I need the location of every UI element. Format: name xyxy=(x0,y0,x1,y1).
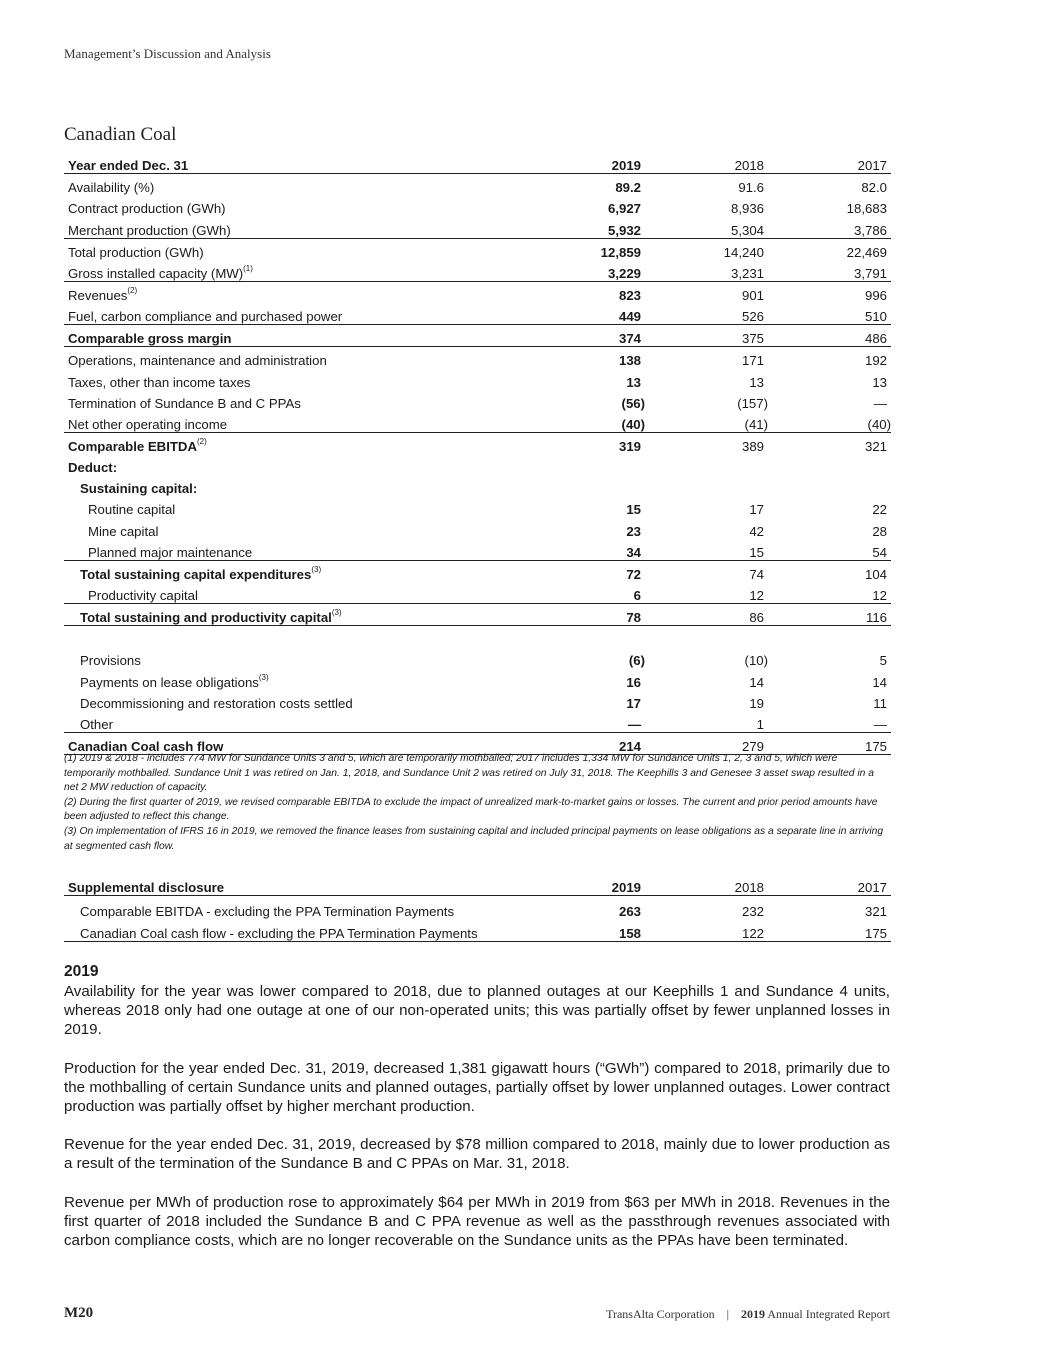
value-2017 xyxy=(768,475,891,496)
value-2018: 171 xyxy=(741,353,764,369)
row-label: Total sustaining and productivity capital$^{(3)}$ xyxy=(64,603,545,625)
value-2019: (6) xyxy=(628,653,645,669)
value-2019: 138 xyxy=(618,353,641,369)
value-2018: (10) xyxy=(744,653,768,669)
row-label: Revenues$^{(2)}$ xyxy=(68,285,138,303)
value-2018: 389 xyxy=(741,438,764,454)
paragraph-revenue: Revenue for the year ended Dec. 31, 2019, decreased by $78 million compared to 2018, mainly due to lower production as a result of the termination of the Sundance B and C PPAs on Mar. 31, 2018. xyxy=(64,1136,890,1173)
header-2019: 2019 xyxy=(545,874,645,896)
value-2019: 72 xyxy=(626,566,641,582)
value-2018: 526 xyxy=(645,303,768,325)
value-2017: — xyxy=(873,395,887,411)
row-label: Planned major maintenance xyxy=(64,539,545,561)
table-row xyxy=(64,539,891,561)
value-2018: 91.6 xyxy=(738,180,764,196)
value-2018: 13 xyxy=(749,374,764,390)
row-label: Total production (GWh) xyxy=(68,244,204,260)
table-row xyxy=(64,325,891,347)
value-2017: 13 xyxy=(872,374,887,390)
value-2017: (40) xyxy=(768,411,891,433)
value-2019: 6 xyxy=(545,582,645,604)
footer-separator: | xyxy=(726,1307,730,1321)
value-2017: 11 xyxy=(873,695,887,711)
company-name: TransAlta Corporation xyxy=(606,1307,715,1321)
value-2017: 175 xyxy=(768,919,891,942)
value-2019: 34 xyxy=(545,539,645,561)
value-2019: 6,927 xyxy=(607,201,641,217)
table-row xyxy=(64,216,891,238)
value-2019 xyxy=(545,454,645,475)
row-label: Payments on lease obligations$^{(3)}$ xyxy=(80,672,269,690)
header-2019: 2019 xyxy=(545,152,645,174)
value-2017: 22 xyxy=(872,502,887,518)
table-row xyxy=(64,711,891,733)
value-2017: 5 xyxy=(879,653,887,669)
table-row xyxy=(64,411,891,433)
value-2017: 996 xyxy=(864,287,887,303)
value-2018: 8,936 xyxy=(730,201,764,217)
table-row xyxy=(64,517,891,538)
value-2019 xyxy=(545,475,645,496)
value-2017: 3,786 xyxy=(768,216,891,238)
value-2017: 116 xyxy=(768,603,891,625)
value-2017: 3,791 xyxy=(768,260,891,282)
value-2017: 22,469 xyxy=(846,244,887,260)
value-2019: 374 xyxy=(545,325,645,347)
row-label: Decommissioning and restoration costs settled xyxy=(80,695,353,711)
header-label: Year ended Dec. 31 xyxy=(64,152,545,174)
supplemental-table xyxy=(64,874,891,942)
value-2019: 449 xyxy=(545,303,645,325)
table-row xyxy=(64,496,891,517)
row-label: Deduct: xyxy=(68,460,118,476)
value-2017 xyxy=(768,454,891,475)
row-label: Comparable EBITDA - excluding the PPA Termination Payments xyxy=(80,903,455,919)
row-label: Sustaining capital: xyxy=(80,481,198,497)
table-row xyxy=(64,238,891,260)
value-2017: 28 xyxy=(872,523,887,539)
footnotes xyxy=(64,752,891,854)
value-2019: 23 xyxy=(626,523,641,539)
value-2017: 321 xyxy=(864,903,887,919)
value-2019: 12,859 xyxy=(600,244,641,260)
row-label: Productivity capital xyxy=(64,582,545,604)
report-year: 2019 xyxy=(741,1307,766,1321)
table-row xyxy=(64,896,891,919)
section-title: Canadian Coal xyxy=(64,124,177,145)
value-2018: 122 xyxy=(645,919,768,942)
value-2018: 14,240 xyxy=(723,244,764,260)
table-row xyxy=(64,174,891,196)
value-2019: 15 xyxy=(626,502,641,518)
value-2018 xyxy=(645,454,768,475)
value-2018: 42 xyxy=(749,523,764,539)
paragraph-revenue-per-mwh: Revenue per MWh of production rose to approximately $64 per MWh in 2019 from $63 per MWh in 2018. Revenues in the first quarter of 2018 included the Sundance B and C PPA revenue as well as the passthrough revenues associated with carbon compliance costs, which are no longer recoverable on the Sundance units as the PPAs have been terminated. xyxy=(64,1193,890,1250)
paragraph-production: Production for the year ended Dec. 31, 2019, decreased 1,381 gigawatt hours (“GWh”) compared to 2018, primarily due to the mothballing of certain Sundance units and planned outages, partially offset by lower unplanned outages. Lower contract production was partially offset by higher merchant production. xyxy=(64,1059,890,1116)
row-label: Contract production (GWh) xyxy=(68,201,226,217)
row-label: Total sustaining capital expenditures$^{(3)}$ xyxy=(80,564,322,582)
table-row xyxy=(64,919,891,942)
value-2019: 78 xyxy=(545,603,645,625)
row-label: Fuel, carbon compliance and purchased power xyxy=(64,303,545,325)
row-label: Comparable EBITDA$^{(2)}$ xyxy=(68,436,207,454)
value-2019: 158 xyxy=(545,919,645,942)
commentary xyxy=(64,962,890,1269)
value-2018: 1 xyxy=(645,711,768,733)
table-row xyxy=(64,432,891,454)
value-2017: 82.0 xyxy=(861,180,887,196)
table-row xyxy=(64,368,891,389)
value-2018 xyxy=(645,475,768,496)
value-2019: 214 xyxy=(545,732,645,754)
canadian-coal-table xyxy=(64,152,891,755)
header-2017: 2017 xyxy=(768,152,891,174)
value-2017: 18,683 xyxy=(846,201,887,217)
value-2017: 12 xyxy=(768,582,891,604)
footnote-3: (3) On implementation of IFRS 16 in 2019, we removed the finance leases from sustaining capital and included principal payments on lease obligations as a separate line in arriving at segmented cash flow. xyxy=(64,825,884,852)
value-2018: (41) xyxy=(645,411,768,433)
value-2018: 17 xyxy=(749,502,764,518)
table-row xyxy=(64,260,891,282)
value-2019: (40) xyxy=(545,411,645,433)
value-2018: 74 xyxy=(749,566,764,582)
row-label: Canadian Coal cash flow xyxy=(64,732,545,754)
running-head: Management’s Discussion and Analysis xyxy=(64,46,271,61)
value-2018: 279 xyxy=(645,732,768,754)
value-2017: 14 xyxy=(872,674,887,690)
report-footer xyxy=(606,1307,890,1322)
value-2019: — xyxy=(545,711,645,733)
value-2017: 104 xyxy=(864,566,887,582)
value-2019: 823 xyxy=(618,287,641,303)
row-label: Availability (%) xyxy=(68,180,155,196)
header-2018: 2018 xyxy=(645,152,768,174)
row-label: Gross installed capacity (MW)$^{(1)}$ xyxy=(64,260,545,282)
value-2019: 263 xyxy=(618,903,641,919)
table-header-row xyxy=(64,152,891,174)
value-2019: 13 xyxy=(626,374,641,390)
header-label: Supplemental disclosure xyxy=(64,874,545,896)
value-2018: 3,231 xyxy=(645,260,768,282)
header-2018: 2018 xyxy=(645,874,768,896)
row-label: Other xyxy=(64,711,545,733)
row-label: Termination of Sundance B and C PPAs xyxy=(68,395,301,411)
value-2017: 175 xyxy=(768,732,891,754)
table-row xyxy=(64,560,891,582)
header-2017: 2017 xyxy=(768,874,891,896)
footnote-2: (2) During the first quarter of 2019, we revised comparable EBITDA to exclude the impact of unrealized mark-to-market gains or losses. The current and prior period amounts have been adjusted to reflect this change. xyxy=(64,796,878,823)
table-header-row xyxy=(64,874,891,896)
value-2017: 54 xyxy=(768,539,891,561)
report-name: Annual Integrated Report xyxy=(767,1307,890,1321)
spacer-row xyxy=(64,626,891,648)
value-2018: 86 xyxy=(645,603,768,625)
value-2018: (157) xyxy=(737,395,768,411)
value-2019: (56) xyxy=(621,395,645,411)
table-row xyxy=(64,668,891,689)
row-label: Net other operating income xyxy=(64,411,545,433)
value-2019: 3,229 xyxy=(545,260,645,282)
table-row xyxy=(64,603,891,625)
table-row xyxy=(64,475,891,496)
value-2018: 15 xyxy=(645,539,768,561)
table-row xyxy=(64,454,891,475)
value-2019: 16 xyxy=(626,674,641,690)
value-2018: 5,304 xyxy=(645,216,768,238)
row-label: Provisions xyxy=(80,653,141,669)
value-2018: 19 xyxy=(749,695,764,711)
table-row xyxy=(64,281,891,303)
value-2017: 321 xyxy=(864,438,887,454)
table-row xyxy=(64,582,891,604)
table-row xyxy=(64,303,891,325)
value-2018: 12 xyxy=(645,582,768,604)
footnote-1: (1) 2019 & 2018 - includes 774 MW for Sundance Units 3 and 5, which are temporarily mothballed; 2017 includes 1,334 MW for Sundance Units 1, 2, 3 and 5, which were temporarily mothballed. Sundance Unit 1 was retired on Jan. 1, 2018, and Sundance Unit 2 was retired on July 31, 2018. The Keephills 3 and Genesee 3 asset swap resulted in a net 2 MW reduction of capacity. xyxy=(64,753,874,794)
value-2017: 192 xyxy=(864,353,887,369)
value-2017: 486 xyxy=(768,325,891,347)
value-2017: — xyxy=(768,711,891,733)
value-2019: 319 xyxy=(618,438,641,454)
table-row xyxy=(64,195,891,216)
page-number: M20 xyxy=(64,1305,94,1321)
value-2018: 375 xyxy=(645,325,768,347)
row-label: Mine capital xyxy=(88,523,159,539)
commentary-heading: 2019 xyxy=(64,963,99,980)
value-2019: 17 xyxy=(626,695,641,711)
value-2019: 5,932 xyxy=(545,216,645,238)
row-label: Routine capital xyxy=(88,502,176,518)
row-label: Canadian Coal cash flow - excluding the PPA Termination Payments xyxy=(64,919,545,942)
value-2019: 89.2 xyxy=(615,180,641,196)
table-row xyxy=(64,390,891,411)
value-2018: 14 xyxy=(749,674,764,690)
table-row xyxy=(64,647,891,668)
paragraph-availability: Availability for the year was lower compared to 2018, due to planned outages at our Keephills 1 and Sundance 4 units, whereas 2018 only had one outage at one of our non-operated units; this was partially offset by fewer unplanned losses in 2019. xyxy=(64,983,890,1039)
table-row xyxy=(64,690,891,711)
table-row xyxy=(64,347,891,369)
value-2018: 232 xyxy=(741,903,764,919)
row-label: Comparable gross margin xyxy=(64,325,545,347)
row-label: Merchant production (GWh) xyxy=(64,216,545,238)
value-2018: 901 xyxy=(741,287,764,303)
row-label: Operations, maintenance and administration xyxy=(68,353,327,369)
row-label: Taxes, other than income taxes xyxy=(68,374,251,390)
value-2017: 510 xyxy=(768,303,891,325)
